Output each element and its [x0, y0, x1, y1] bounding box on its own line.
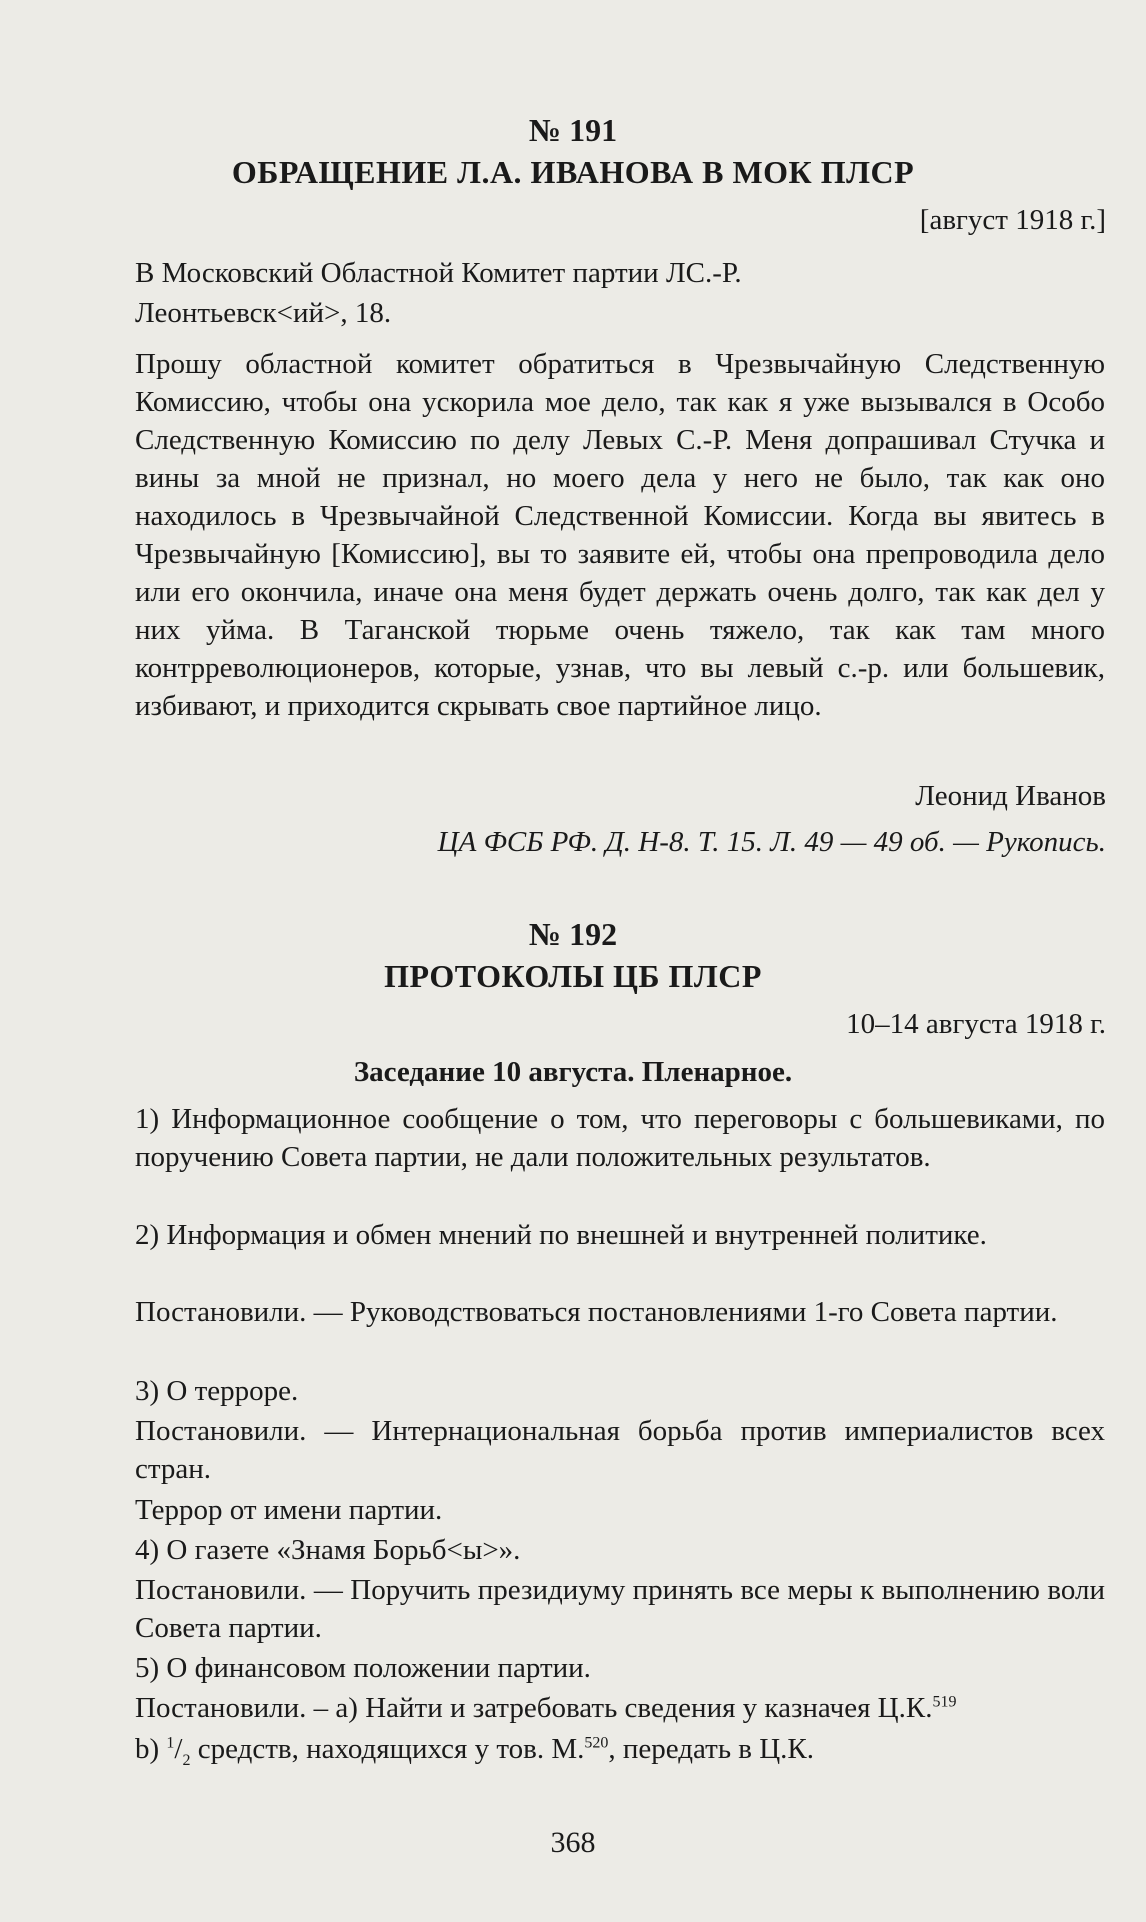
address-line: В Московский Областной Комитет партии ЛС.-Р.	[135, 257, 742, 289]
protocol-resolution: Постановили. — Интернациональная борьба против империалистов всех стран.	[135, 1415, 1105, 1485]
protocol-resolution	[135, 1689, 1105, 1727]
protocol-resolution: Постановили. — Поручить президиуму принять все меры к выполнению воли Совета партии.	[135, 1574, 1105, 1644]
protocol-subitem: b) $^1/_2$ средств, находящихся у тов. М.$^{520}$, передать в Ц.К.	[135, 1733, 815, 1769]
session-heading: Заседание 10 августа. Пленарное.	[353, 1056, 793, 1088]
document-date-192: 10–14 августа 1918 г.	[846, 1008, 1106, 1040]
subitem-label: b)	[135, 1733, 167, 1765]
protocol-resolution: Постановили. — Руководствоваться постановлениями 1-го Совета партии.	[135, 1296, 1058, 1328]
address-line: Леонтьевск<ий>, 18.	[135, 297, 392, 329]
protocol-text: Террор от имени партии.	[135, 1494, 443, 1526]
protocol-item: 5) О финансовом положении партии.	[135, 1652, 591, 1684]
archival-source: ЦА ФСБ РФ. Д. Н-8. Т. 15. Л. 49 — 49 об. — Рукопись.	[437, 826, 1106, 858]
document-number-191: № 191	[528, 112, 618, 148]
document-title-191: ОБРАЩЕНИЕ Л.А. ИВАНОВА В МОК ПЛСР	[231, 154, 915, 190]
fraction-numerator: 1	[166, 1734, 175, 1752]
protocol-item: 4) О газете «Знамя Борьб<ы>».	[135, 1534, 521, 1566]
subitem-text: средств, находящихся у тов. М.	[190, 1733, 585, 1765]
protocol-item: 2) Информация и обмен мнений по внешней и внутренней политике.	[135, 1219, 987, 1251]
document-date-191: [август 1918 г.]	[919, 204, 1106, 236]
document-title-192: ПРОТОКОЛЫ ЦБ ПЛСР	[384, 958, 762, 994]
fraction-denominator: 2	[182, 1751, 191, 1769]
protocol-item: 3) О терроре.	[135, 1375, 299, 1407]
protocol-item: 1) Информационное сообщение о том, что переговоры с большевиками, по поручению Совета партии, не дали положительных результатов.	[135, 1103, 1105, 1173]
document-number-192: № 192	[528, 916, 618, 952]
page-number: 368	[550, 1826, 596, 1859]
resolution-text: Постановили. – а) Найти и затребовать сведения у казначея Ц.К.	[135, 1692, 933, 1724]
footnote-ref: 519	[932, 1693, 957, 1711]
subitem-text-end: , передать в Ц.К.	[608, 1733, 815, 1765]
signature: Леонид Иванов	[915, 780, 1106, 812]
footnote-ref: 520	[584, 1734, 609, 1752]
letter-body: Прошу областной комитет обратиться в Чрезвычайную Следственную Комиссию, чтобы она ускорила мое дело, так как я уже вызывался в Особо Следственную Комиссию по делу Левых С.-Р. Меня допрашивал Стучка и вины за мной не признал, но моего дела у него не было, так как оно находилось в Чрезвычайной Следственной Комиссии. Когда вы явитесь в Чрезвычайную [Комиссию], вы то заявите ей, чтобы она препроводила дело или его окончила, иначе она меня будет держать очень долго, так как дел у них уйма. В Таганской тюрьме очень тяжело, так как там много контрреволюционеров, которые, узнав, что вы левый с.-р. или большевик, избивают, и приходится скрывать свое партийное лицо.	[135, 348, 1105, 722]
